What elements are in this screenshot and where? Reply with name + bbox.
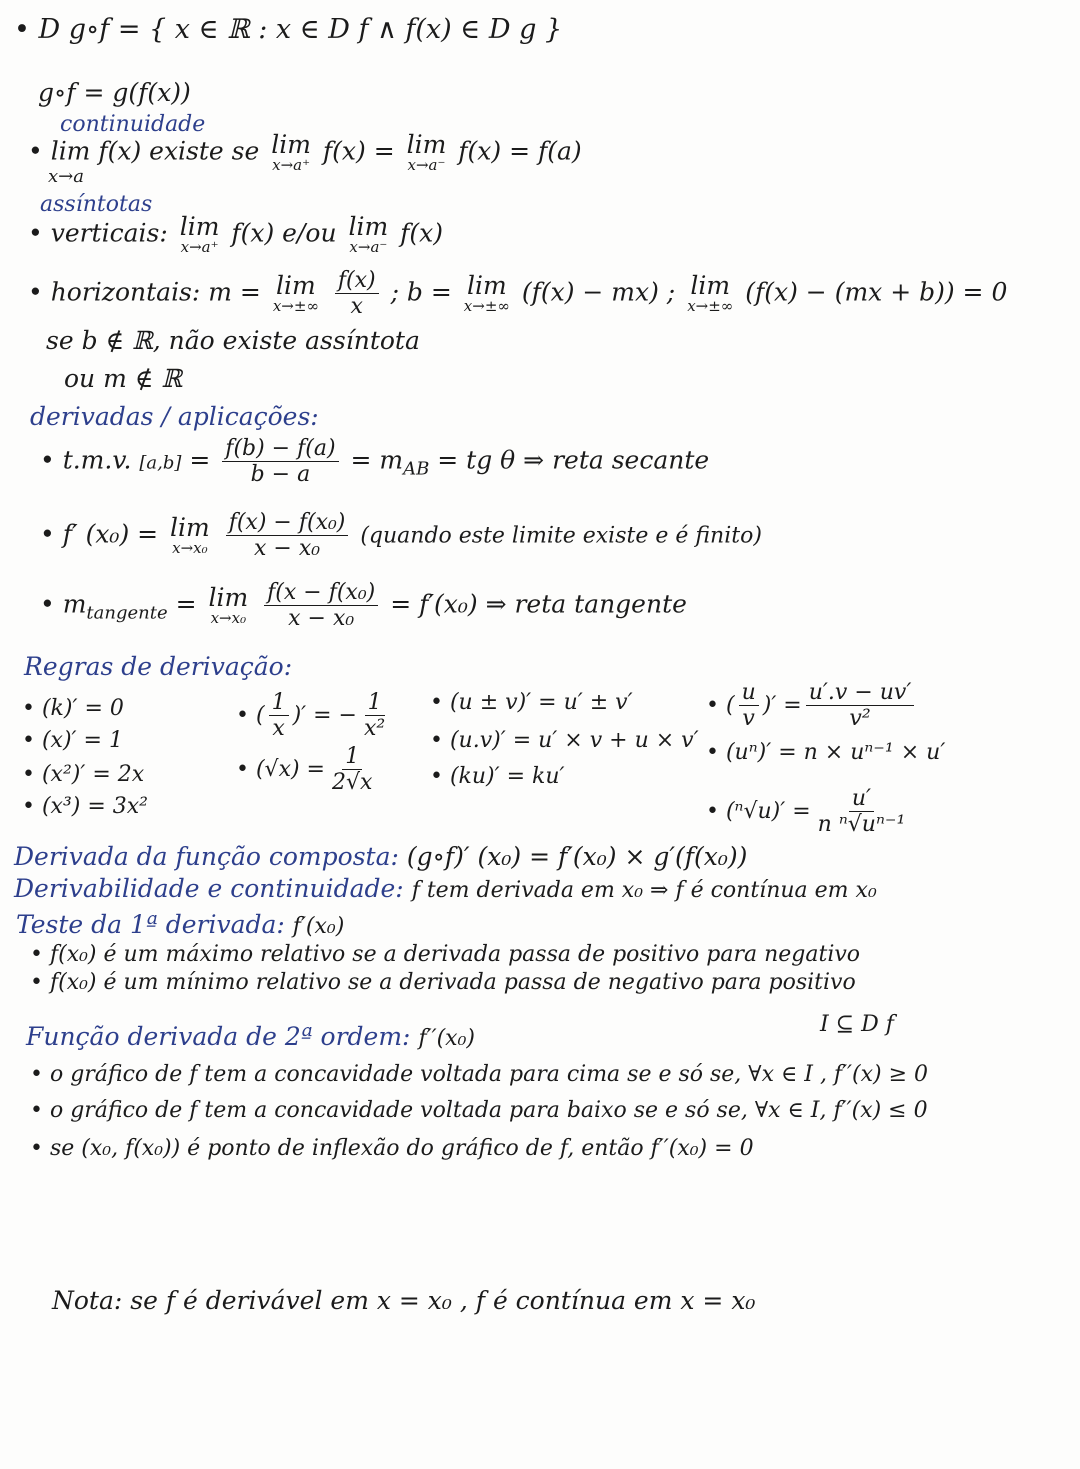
final-lim xyxy=(687,270,734,316)
rule-constant: • (ku)′ = ku′ xyxy=(430,764,565,789)
tmv-fraction xyxy=(222,436,338,488)
mtangent-fraction xyxy=(264,580,378,632)
rule-product: • (u.v)′ = u′ × v + u × v′ xyxy=(430,728,699,753)
lim-word: lim xyxy=(276,270,316,300)
continuity-lim-left xyxy=(407,132,447,174)
differentiability-text: f tem derivada em x₀ ⇒ f é contínua em x₀ xyxy=(411,878,877,903)
rule-quotient-rnum: u′.v − uv′ xyxy=(806,680,915,706)
rule-quotient-rden: v² xyxy=(849,706,871,732)
derivatives-heading: derivadas / aplicações: xyxy=(30,402,319,431)
lim-subscript: x→a⁻ xyxy=(407,156,446,175)
fprime-note: (quando este limite existe e é finito) xyxy=(360,523,762,549)
lim-word: lim xyxy=(271,130,311,159)
m-denominator: x xyxy=(350,294,363,320)
concavity-up: • o gráfico de f tem a concavidade voltada para cima se e só se, ∀x ∈ I , f′′(x) ≥ 0 xyxy=(30,1062,929,1087)
fprime-numerator: f(x) − f(x₀) xyxy=(226,510,349,536)
lim-word: lim xyxy=(466,270,507,300)
asymptotes-vertical xyxy=(28,214,443,256)
rule-sqrt xyxy=(236,744,379,796)
first-test-min: • f(x₀) é um mínimo relativo se a derivada passa de negativo para positivo xyxy=(30,970,856,995)
composition-definition: g∘f = g(f(x)) xyxy=(38,78,191,107)
tmv-label: • t.m.v. xyxy=(40,445,132,475)
horizontal-label: • horizontais: xyxy=(28,277,201,307)
vertical-label: • verticais: xyxy=(28,218,168,248)
m-equals: m = xyxy=(208,277,261,307)
rule-power: • (uⁿ)′ = n × uⁿ⁻¹ × u′ xyxy=(706,740,946,765)
rule-x3: • (x³) = 3x² xyxy=(22,794,149,819)
mtangent-line xyxy=(40,580,687,632)
tmv-equals: = xyxy=(189,445,211,475)
tmv-slope: = m xyxy=(350,445,404,475)
b-expression: (f(x) − mx) ; xyxy=(521,277,676,307)
composite-formula: (g∘f)′ (x₀) = f′(x₀) × g′(f(x₀)) xyxy=(406,842,748,871)
fprime-denominator: x − x₀ xyxy=(254,536,321,562)
vertical-lim-1 xyxy=(180,214,220,256)
b-lim xyxy=(463,270,510,316)
continuity-statement-pre: • lim f(x) existe se xyxy=(28,136,260,166)
rule-sqrt-den: 2√x xyxy=(332,770,373,796)
rule-sqrt-label: • (√x) = xyxy=(236,756,325,782)
rule-sum: • (u ± v)′ = u′ ± v′ xyxy=(430,690,633,715)
lim-word: lim xyxy=(208,582,249,612)
second-order-label: Função derivada de 2ª ordem: xyxy=(26,1022,411,1051)
tmv-denominator: b − a xyxy=(250,462,311,488)
rule-quotient xyxy=(706,680,918,732)
rule-inverse-den: x xyxy=(272,716,285,742)
first-test-tail: f′(x₀) xyxy=(292,914,345,939)
rule-x: • (x)′ = 1 xyxy=(22,728,123,753)
rule-root-frac xyxy=(815,786,909,838)
fprime-fraction xyxy=(226,510,349,562)
rule-inverse xyxy=(236,690,392,742)
composition-domain: • D g∘f = { x ∈ ℝ : x ∈ D f ∧ f(x) ∈ D g } xyxy=(14,14,563,45)
tmv-secant: = tg θ ⇒ reta secante xyxy=(429,445,710,475)
rule-k: • (k)′ = 0 xyxy=(22,696,124,721)
continuity-statement xyxy=(28,132,582,174)
mtangent-numerator: f(x − f(x₀) xyxy=(264,580,378,606)
fprime-label: • f′ (x₀) = xyxy=(40,519,159,549)
differentiability-label: Derivabilidade e continuidade: xyxy=(14,874,404,903)
final-note: Nota: se f é derivável em x = x₀ , f é contínua em x = x₀ xyxy=(52,1286,756,1315)
continuity-left-limit: f(x) = f(a) xyxy=(458,136,582,166)
rule-inverse-rden: x² xyxy=(364,716,386,742)
asymptote-note-1: se b ∉ ℝ, não existe assíntota xyxy=(46,326,420,355)
fprime-lim xyxy=(170,512,210,558)
rule-root-num: u′ xyxy=(849,786,874,812)
rule-root xyxy=(706,786,912,838)
lim-word: lim xyxy=(348,212,389,241)
rule-root-den: n ⁿ√uⁿ⁻¹ xyxy=(817,812,906,838)
b-equals: ; b = xyxy=(390,277,452,307)
final-expression: (f(x) − (mx + b)) = 0 xyxy=(745,277,1008,307)
mtangent-lim xyxy=(208,582,249,628)
continuity-lim-right xyxy=(271,132,311,174)
mtangent-tail: = f′(x₀) ⇒ reta tangente xyxy=(390,589,687,619)
m-lim xyxy=(272,270,319,316)
lim-subscript: x→x₀ xyxy=(172,539,208,558)
mtangent-denominator: x − x₀ xyxy=(288,606,355,632)
rule-inverse-result xyxy=(361,690,388,742)
lim-word: lim xyxy=(406,130,447,159)
second-order-subset: I ⊆ D f xyxy=(820,1012,894,1037)
mtangent-label: • m xyxy=(40,589,87,619)
lim-subscript: x→±∞ xyxy=(272,297,319,316)
vertical-fx-1: f(x) e/ou xyxy=(231,218,337,248)
mtangent-subscript: tangente xyxy=(86,602,168,624)
fprime-line xyxy=(40,510,762,562)
asymptotes-heading: assíntotas xyxy=(40,192,153,217)
second-order-tail: f′′(x₀) xyxy=(418,1026,475,1051)
rule-quotient-mid: )′ = xyxy=(762,692,802,718)
rule-quotient-frac xyxy=(739,680,759,732)
tmv-interval: [a,b] xyxy=(139,452,182,474)
second-order-line xyxy=(26,1022,475,1052)
mtangent-equals: = xyxy=(167,589,197,619)
first-test-max: • f(x₀) é um máximo relativo se a derivada passa de positivo para negativo xyxy=(30,942,861,967)
continuity-right-limit: f(x) = xyxy=(322,136,395,166)
lim-subscript: x→x₀ xyxy=(210,609,247,628)
rule-inverse-num: 1 xyxy=(269,690,289,716)
rule-quotient-num: u xyxy=(739,680,759,706)
concavity-down: • o gráfico de f tem a concavidade voltada para baixo se e só se, ∀x ∈ I, f′′(x) ≤ 0 xyxy=(30,1098,928,1123)
composite-label: Derivada da função composta: xyxy=(14,842,399,871)
lim-word: lim xyxy=(690,270,731,300)
asymptotes-horizontal xyxy=(28,268,1007,320)
rule-x2: • (x²)′ = 2x xyxy=(22,762,145,787)
rule-inverse-rnum: 1 xyxy=(365,690,385,716)
vertical-lim-2 xyxy=(349,214,389,256)
rule-quotient-result xyxy=(806,680,915,732)
continuity-heading: continuidade xyxy=(60,112,206,137)
lim-subscript: x→±∞ xyxy=(463,297,510,316)
tmv-slope-subscript: AB xyxy=(403,458,430,480)
rule-inverse-frac xyxy=(269,690,289,742)
lim-word: lim xyxy=(170,512,210,542)
first-test-label: Teste da 1ª derivada: xyxy=(16,910,285,939)
rule-inverse-mid: )′ = − xyxy=(292,702,357,728)
composite-line xyxy=(14,842,747,872)
rule-inverse-open: • ( xyxy=(236,702,265,728)
lim-subscript: x→a⁺ xyxy=(272,156,311,175)
rules-heading: Regras de derivação: xyxy=(24,652,293,681)
tmv-line xyxy=(40,436,709,488)
lim-subscript: x→a⁻ xyxy=(349,238,388,257)
lim-subscript: x→a⁺ xyxy=(180,238,219,257)
rule-sqrt-frac xyxy=(329,744,375,796)
lim-subscript: x→±∞ xyxy=(687,297,734,316)
tmv-numerator: f(b) − f(a) xyxy=(222,436,338,462)
continuity-lim-sub: x→a xyxy=(48,166,84,187)
rule-sqrt-num: 1 xyxy=(342,744,362,770)
rule-quotient-den: v xyxy=(742,706,755,732)
lim-word: lim xyxy=(179,212,220,241)
differentiability-line xyxy=(14,874,877,904)
first-test-line xyxy=(16,910,344,940)
vertical-fx-2: f(x) xyxy=(400,218,444,248)
m-fraction xyxy=(335,268,379,320)
rule-quotient-open: • ( xyxy=(706,692,735,718)
inflexion-point: • se (x₀, f(x₀)) é ponto de inflexão do gráfico de f, então f′′(x₀) = 0 xyxy=(30,1136,754,1161)
m-numerator: f(x) xyxy=(335,268,379,294)
rule-root-label: • (ⁿ√u)′ = xyxy=(706,798,811,824)
asymptote-note-2: ou m ∉ ℝ xyxy=(64,364,182,393)
